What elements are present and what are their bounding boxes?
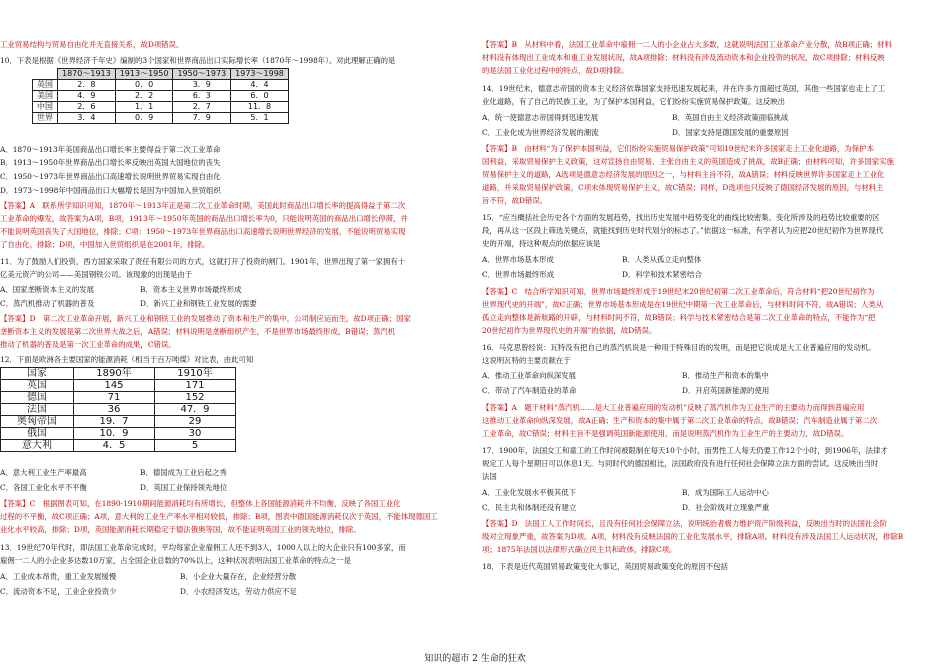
q15-option-c: C．世界市场最终形成 <box>482 270 555 279</box>
q12-option-c: C．各国工业化水平不平衡 <box>0 483 87 492</box>
q10-option-c: C．1950～1973年世界商品出口高速增长说明世界贸易实现自由化 <box>0 172 221 181</box>
table-row <box>1 380 236 392</box>
q12-option-a: A．意大利工业生产率最高 <box>0 468 87 477</box>
q13-answer-line: 的是法国工业化过程中的特点，故D项排除。 <box>482 66 629 75</box>
q16-stem: 这说明瓦特的主要贡献在于 <box>482 356 571 365</box>
q15-stem: 15．“应当概括社会历史各个方面的发展趋势，找出历史发展中趋势变化的曲线比较密集、变化所涉及的趋势比较重要的区 <box>482 213 880 222</box>
table-cell: 10．9 <box>74 428 155 440</box>
q15-answer-line: 【答案】C 结合所学知识可知，世界市场最终形成于19世纪末20世纪初第二次工业革命后，符合材料“把20世纪初作为 <box>482 287 875 296</box>
q14-stem: 14．19世纪末，德意志帝国的资本主义经济依靠国家支持迅速发展起来，并在许多方面超过英国，其他一些国家也走上了工 <box>482 84 886 93</box>
table-row <box>1 368 236 380</box>
table-cell: 47．9 <box>155 404 236 416</box>
table-row <box>1 392 236 404</box>
q16-stem: 16．马克思曾经说：瓦特没有把自己的蒸汽机说是一种用于特殊目的的发明，而是把它说成是大工业普遍应用的发动机。 <box>482 343 876 352</box>
q12-option-d: D．英国工业保持领先地位 <box>140 483 228 492</box>
q11-stem: 亿美元资产的公司——美国钢铁公司。该现象的出现是由于 <box>0 270 193 279</box>
q11-answer-line: 【答案】D 第二次工业革命开展，新兴工业和钢铁工业的发展推动了资本和生产的集中，公司制应运而生，故D项正确；国家 <box>0 314 411 323</box>
table-cell: 0．9 <box>115 113 173 124</box>
table-cell: 中国 <box>33 102 58 113</box>
table-row <box>33 91 289 102</box>
q10-option-b: B．1913～1950年世界商品出口增长率反映出英国大国地位的丧失 <box>0 158 221 167</box>
table-cell: 19．7 <box>74 416 155 428</box>
q12-stem: 12．下面是欧洲各主要国家的能源消耗（相当于百万吨煤）对比表，由此可知 <box>0 355 254 364</box>
table-row <box>33 80 289 91</box>
q14-answer-line: 贸易保护主义的道路，A选项是德意志经济发展的原因之一，与材料主旨不符，故A错误；材料反映世界许多国家走上工业化 <box>482 170 885 179</box>
table-cell: 4．9 <box>58 91 116 102</box>
q13-answer-line: 材料没有体现出工业成本和重工业发展状况，故A项排除；材料没有涉及流动资本和企业投资的状况，故C项排除；材料反映 <box>482 53 885 62</box>
table-cell: 意大利 <box>1 440 74 452</box>
q17-stem: 法国 <box>482 472 497 481</box>
q15-stem: 段，再从这一区段上筛选关键点，就能找到历史时代划分的标志了。”依据这一标准，有学者认为应把20世纪初作为世界现代 <box>482 226 884 235</box>
q14-answer-line: 国利益，采取贸易保护主义政策，这对宣扬自由贸易、主张自由主义的英国造成了挑战，故B正确；由材料可知，许多国家实施 <box>482 157 894 166</box>
q13-option-b: B．小企业大量存在，企业经营分散 <box>180 572 297 581</box>
table-cell: 英国 <box>33 80 58 91</box>
table-cell: 4．5 <box>74 440 155 452</box>
q10-table <box>32 68 289 124</box>
q13-stem: 雇佣一二人的小企业多达数10万家，占全国企业总数的70%以上，这种状况表明法国工业革命的特点之一是 <box>0 556 352 565</box>
q17-option-c: C．民主共和体制还没有建立 <box>482 503 577 512</box>
q14-answer-line: 道路，并采取贸易保护政策，C项未体现贸易保护主义，故C错误；同样，D选项也只反映了德国经济发展的原因，与材料主 <box>482 183 884 192</box>
q12-answer-line: 业化水平较高，排除；D项，英国能源消耗长期稳定于德法俄奥等国，故不能证明英国工业的领先地位，排除。 <box>0 525 361 534</box>
q11-stem: 11．为了鼓励人们投资，西方国家采取了责任有限公司的方式，这就打开了投资的闸门。1901年，世界出现了第一家拥有十 <box>0 257 406 266</box>
table-cell: 3．9 <box>173 80 231 91</box>
q15-answer-line: 孤立走向整体是新航路的开辟，与材料时间不符，故B错误；科学与技术紧密结合是第二次工业革命的特点，不能作为“把 <box>482 313 876 322</box>
table-cell: 法国 <box>1 404 74 416</box>
table-row <box>33 113 289 124</box>
table-cell: 3．4 <box>58 113 116 124</box>
q13-answer-line: 【答案】B 从材料中看，法国工业革命中雇佣一二人的小企业占大多数，这就说明法国工业革命产业分散，故B项正确；材料 <box>482 40 892 49</box>
table-cell: 6．3 <box>173 91 231 102</box>
q10-col-header: 1973～1998 <box>231 69 289 80</box>
q11-option-d: D．新兴工业和钢铁工业发展的需要 <box>140 299 257 308</box>
q17-stem: 规定工人每个星期日可以休息1天。与同时代的德国相比，法国政府没有进行任何社会保障立法方面的尝试。这反映出当时 <box>482 459 879 468</box>
q17-option-a: A．工业化发展水平极其低下 <box>482 488 577 497</box>
q11-option-c: C．蒸汽机推动了机器的普及 <box>0 299 95 308</box>
q12-option-b: B．德国成为工业后起之秀 <box>140 468 227 477</box>
table-cell: 7．9 <box>173 113 231 124</box>
table-cell: 2．8 <box>58 80 116 91</box>
table-cell: 1．1 <box>115 102 173 113</box>
q13-option-a: A．工业成本昂贵，重工业发展缓慢 <box>0 572 117 581</box>
q16-option-c: C．带动了汽车制造业的革命 <box>482 386 577 395</box>
q11-answer-line: 推动了机器的普及是第一次工业革命的成果，C错误。 <box>0 340 176 349</box>
q10-stem: 10．下表是根据《世界经济千年史》编制的3个国家和世界商品出口实际增长率（1870年～1998年）。对此理解正确的是 <box>0 56 396 65</box>
q16-option-b: B．推动生产和资本的集中 <box>682 371 769 380</box>
table-row <box>1 404 236 416</box>
q10-option-a: A．1870～1913年美国商品出口增长率主要得益于第二次工业革命 <box>0 145 221 154</box>
table-cell: 29 <box>155 416 236 428</box>
table-cell: 71 <box>74 392 155 404</box>
q16-option-d: D．开启英国新能源的使用 <box>682 386 770 395</box>
table-cell: 世界 <box>33 113 58 124</box>
table-cell: 5 <box>155 440 236 452</box>
q18-stem: 18．下表是近代英国贸易政策变化大事记，英国贸易政策变化的原因不包括 <box>482 562 728 571</box>
q10-answer-line: 了自由化，排除；D项，中国加入世贸组织是在2001年，排除。 <box>0 240 210 249</box>
q10-answer-line: 不能说明英国丧失了大国地位，排除；C项：1950～1973年世界商品出口高速增长说明世界经济的发展，不能说明贸易实现 <box>0 227 406 236</box>
q12-table <box>0 367 236 452</box>
q10-col-header: 1870～1913 <box>58 69 116 80</box>
q17-option-d: D．社会阶级对立现象严重 <box>682 503 770 512</box>
q12-answer-line: 过程的不平衡，故C项正确；A项，意大利的工业生产率水平相对较低，排除；B项，图表中德国能源消耗仅次于英国，不能体现德国工 <box>0 512 438 521</box>
q13-stem: 13．19世纪70年代时，即法国工业革命完成时，平均每家企业雇佣工人还不到3人，1000人以上的大企业只有100多家，而 <box>0 543 406 552</box>
q10-option-d: D．1973～1998年中国商品出口大幅增长是因为中国加入世贸组织 <box>0 186 221 195</box>
q12-col-header: 1890年 <box>74 368 155 380</box>
q15-stem: 史的开端，持这种观点的依据应该是 <box>482 239 601 248</box>
q12-answer-line: 【答案】C 根据图表可知，在1890-1910期间能源消耗均有所增长，但整体上各国能源消耗并不均衡，反映了各国工业化 <box>0 499 401 508</box>
table-row <box>1 440 236 452</box>
table-cell: 俄国 <box>1 428 74 440</box>
table-cell: 2．7 <box>173 102 231 113</box>
q14-option-b: B．英国自由主义经济政策面临挑战 <box>672 113 789 122</box>
q15-option-b: B．人类从孤立走向整体 <box>622 255 702 264</box>
q14-answer-line: 旨不符，故D错误。 <box>482 196 548 205</box>
q17-stem: 17．1900年，法国女工和童工的工作时间被限制在每天10个小时，而男性工人每天仍要工作12个小时，到1906年，法律才 <box>482 446 888 455</box>
table-cell: 145 <box>74 380 155 392</box>
q17-answer-line: 级对立现象严重，故答案为D项。A项，材料没有反映法国的工业化发展水平，排除A项。材料没有涉及法国工人运动状况，排除B <box>482 532 904 541</box>
q11-option-b: B．资本主义世界市场最终形成 <box>140 285 242 294</box>
q17-answer-line: 【答案】D 法国工人工作时间长，且没有任何社会保障立法，说明统治者极力维护资产阶级利益，反映出当时的法国社会阶 <box>482 519 888 528</box>
table-cell: 30 <box>155 428 236 440</box>
table-cell: 2．2 <box>115 91 173 102</box>
q14-option-a: A．统一使德意志帝国得到迅速发展 <box>482 113 599 122</box>
table-cell: 152 <box>155 392 236 404</box>
table-cell: 英国 <box>1 380 74 392</box>
q13-option-d: D．小农经济发达，劳动力供应不足 <box>180 587 297 596</box>
table-cell: 奥匈帝国 <box>1 416 74 428</box>
q14-option-c: C．工业化成为世界经济发展的潮流 <box>482 128 599 137</box>
page-footer: 知识的超市 2 生命的狂欢 <box>424 654 526 664</box>
table-cell: 美国 <box>33 91 58 102</box>
q14-answer-line: 【答案】B 由材料“为了保护本国利益，它们纷纷实施贸易保护政策”可知19世纪末许多国家走上工业化道路，为保护本 <box>482 144 874 153</box>
table-cell: 0．0 <box>115 80 173 91</box>
q13-option-c: C．流动资本不足，工业企业投资少 <box>0 587 117 596</box>
table-cell: 德国 <box>1 392 74 404</box>
table-row <box>33 102 289 113</box>
q10-table-header <box>33 69 289 80</box>
q10-col-header: 1913～1950 <box>115 69 173 80</box>
q16-answer-line: 【答案】A 题干材料“蒸汽机……是大工业普遍应用的发动机”反映了蒸汽机作为工业生产的主要动力而得到普遍应用 <box>482 403 865 412</box>
q16-option-a: A．推动工业革命向纵深发展 <box>482 371 577 380</box>
q17-answer-line: 项；1875年法国以法律形式确立民主共和政体，排除C项。 <box>482 545 677 554</box>
table-cell: 171 <box>155 380 236 392</box>
q11-option-a: A．国家垄断资本主义的发展 <box>0 285 95 294</box>
table-cell: 5．1 <box>231 113 289 124</box>
q16-answer-line: 工业革命，故C错误；材料主旨不是强调英国新能源使用，而是说明蒸汽机作为工业生产的主要动力，故D错误。 <box>482 429 849 438</box>
q11-answer-line: 垄断资本主义的发展是第二次世界大战之后，A错误；材料说明是垄断组织产生，不是世界市场最终形成，B错误；蒸汽机 <box>0 327 396 336</box>
table-cell: 6．0 <box>231 91 289 102</box>
table-row <box>1 416 236 428</box>
q12-col-header: 国家 <box>1 368 74 380</box>
q15-answer-line: 世界现代史的开端”，故C正确；世界市场基本形成是在19世纪中期第一次工业革命后，与材料时间不符，故A错误；人类从 <box>482 300 884 309</box>
table-cell: 4．4 <box>231 80 289 91</box>
q14-stem: 业化道路，有了自己的民族工业，为了保护本国利益，它们纷纷实施贸易保护政策。这反映出 <box>482 97 786 106</box>
q10-answer-line: 【答案】A 联系所学知识可知，1870年～1913年正是第二次工业革命时期，美国此时商品出口增长率的提高得益于第二次 <box>0 201 406 210</box>
q16-answer-line: 这推动工业革命向纵深发展，故A正确；生产和资本的集中属于第二次工业革命的特点，故B错误；汽车制造业属于第二次 <box>482 416 878 425</box>
table-cell: 11．8 <box>231 102 289 113</box>
q17-option-b: B．成为国际工人运动中心 <box>682 488 769 497</box>
table-cell: 2．6 <box>58 102 116 113</box>
q14-option-d: D．国家支持是德国发展的重要原因 <box>672 128 789 137</box>
q15-option-a: A．世界市场基本形成 <box>482 255 554 264</box>
q10-col-header: 1950～1973 <box>173 69 231 80</box>
q15-answer-line: 20世纪初作为世界现代史的开端”的依据，故D错误。 <box>482 326 657 335</box>
q15-option-d: D．科学和技术紧密结合 <box>622 270 702 279</box>
prev-answer-tail: 工业贸易结构与贸易自由化并无直接关系，故D项错误。 <box>0 40 184 49</box>
q12-col-header: 1910年 <box>155 368 236 380</box>
q10-answer-line: 工业革命的爆发，故答案为A项，B项，1913年～1950年英国的商品出口增长率为0，只能说明英国的商品出口增长停滞，并 <box>0 214 408 223</box>
table-cell: 36 <box>74 404 155 416</box>
table-row <box>1 428 236 440</box>
